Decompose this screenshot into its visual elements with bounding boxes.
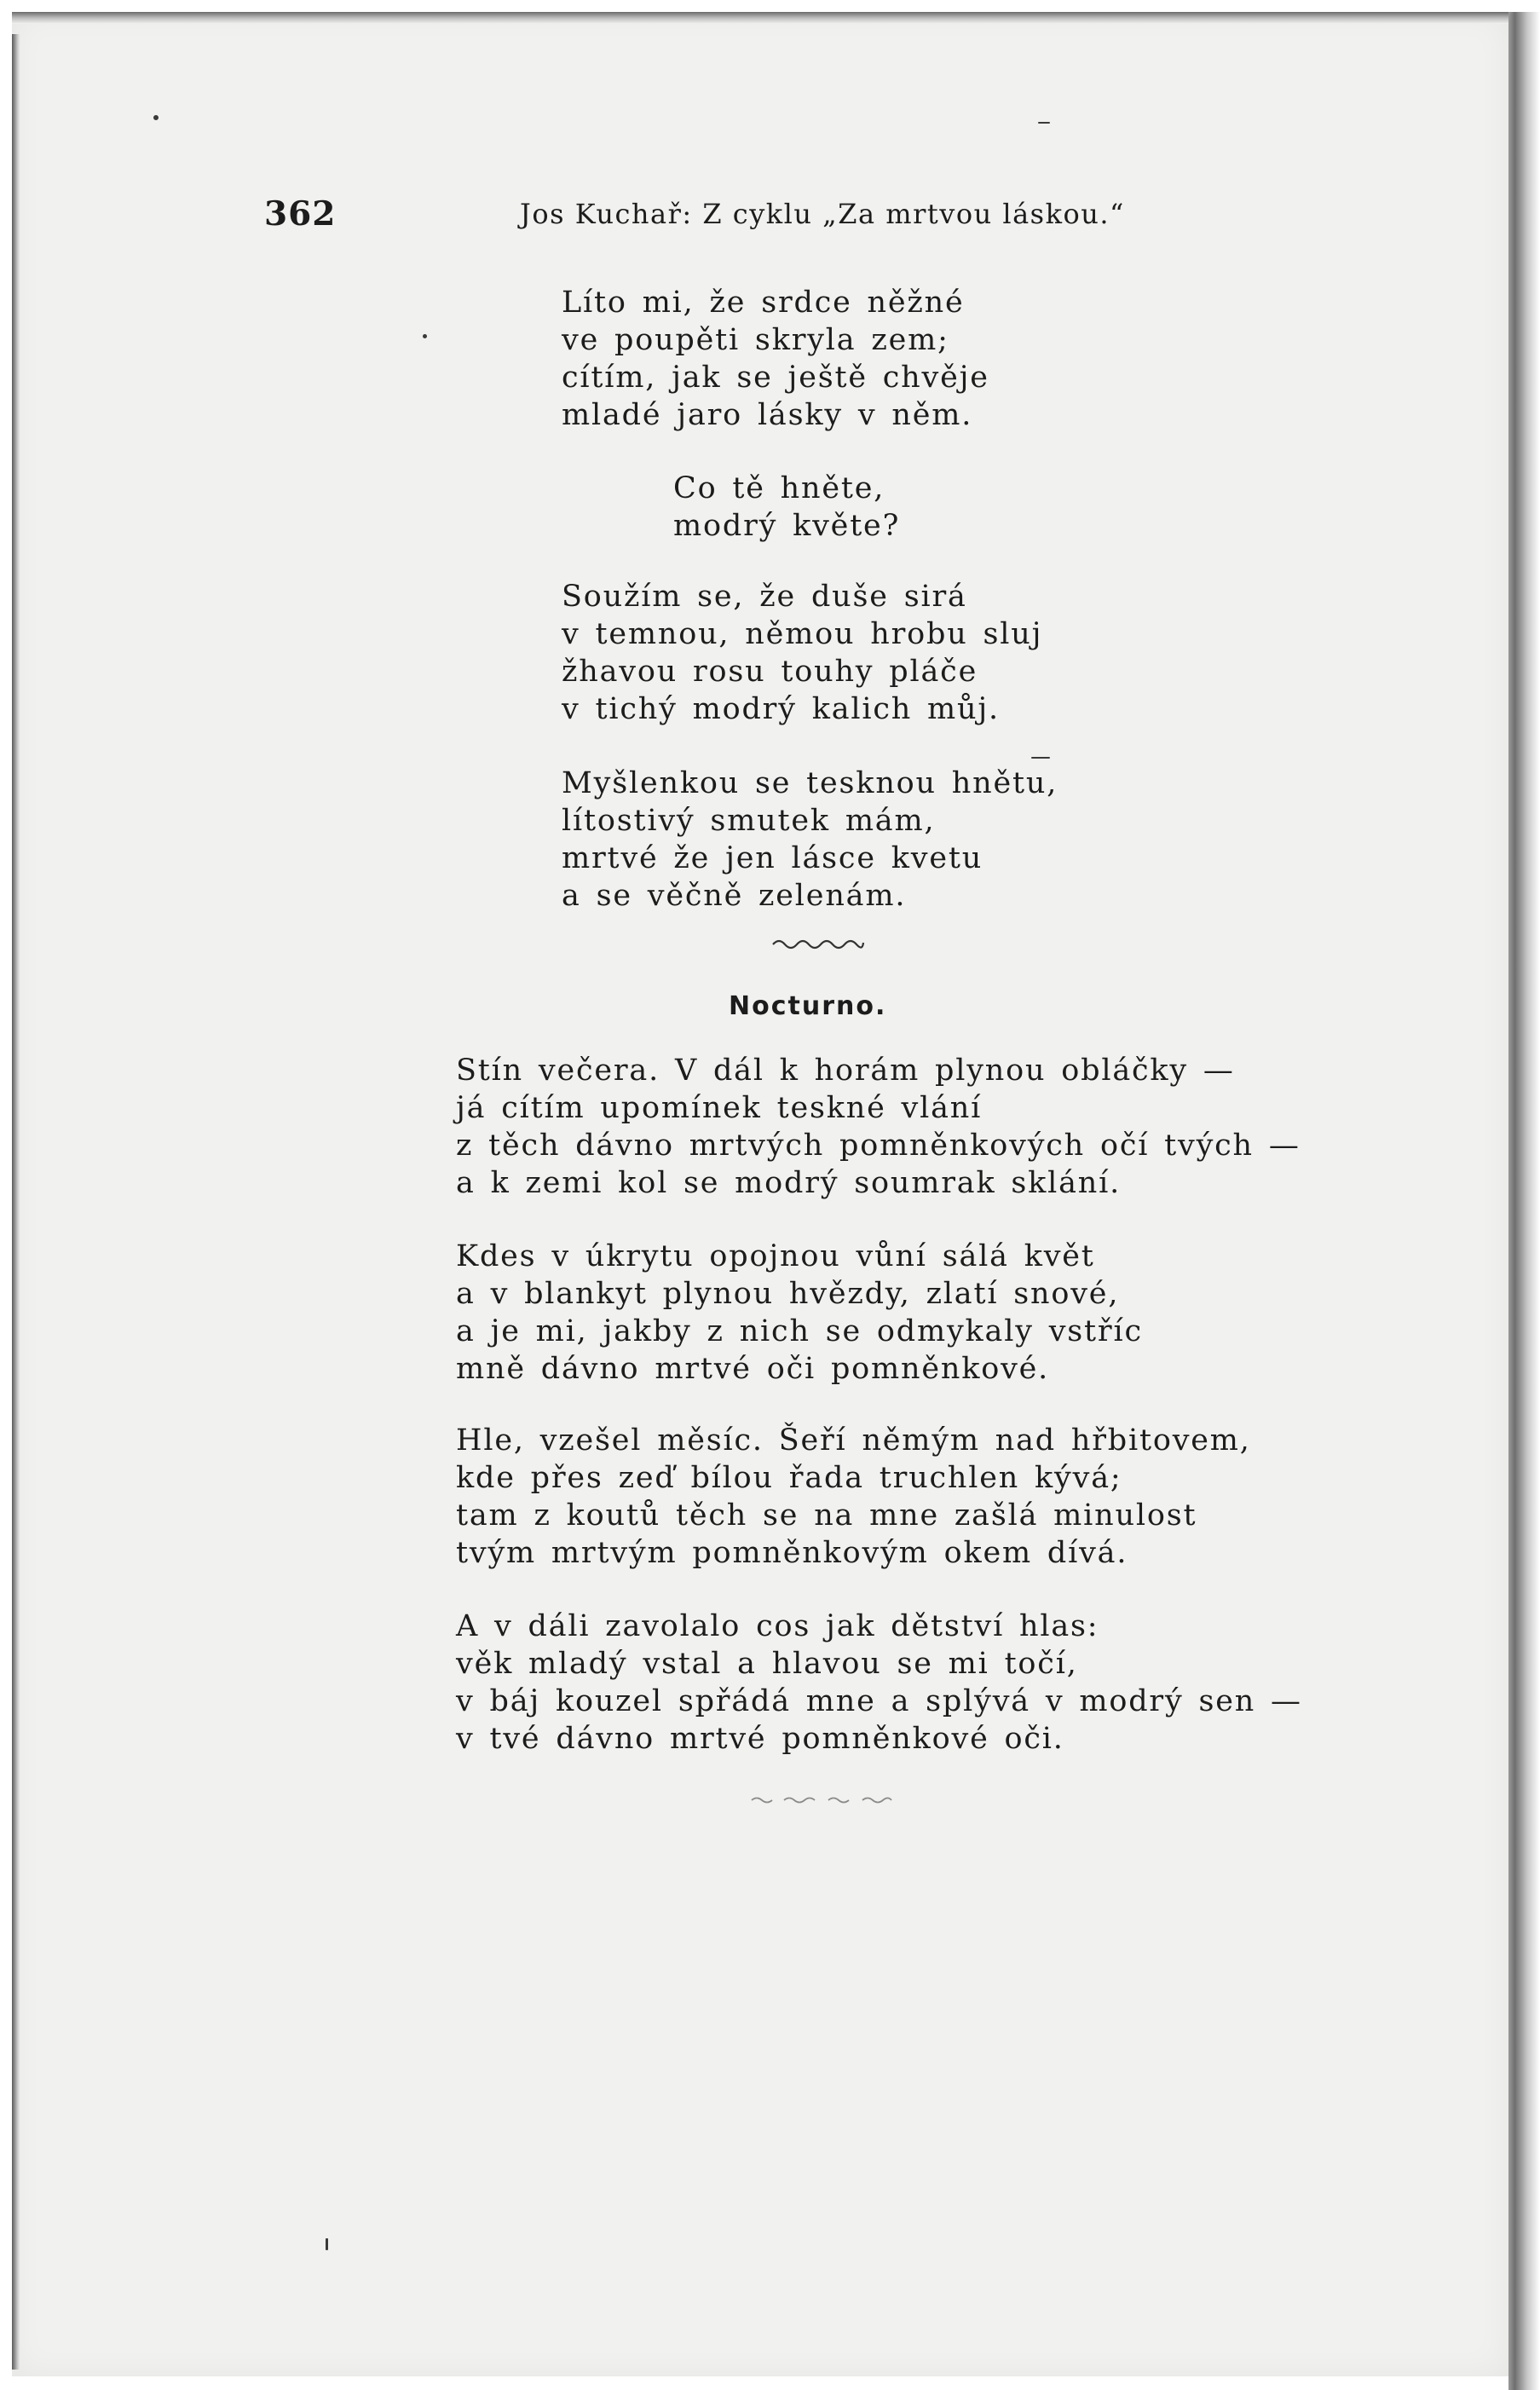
verse-line: v tvé dávno mrtvé pomněnkové oči. (456, 1722, 1064, 1756)
verse-line: tvým mrtvým pomněnkovým okem dívá. (456, 1536, 1128, 1570)
wavy-line-ornament-icon (771, 934, 865, 951)
verse-line: A v dáli zavolalo cos jak dětství hlas: (456, 1609, 1099, 1643)
dust-speck (423, 334, 427, 338)
verse-line: věk mladý vstal a hlavou se mi točí, (456, 1647, 1078, 1681)
verse-line: Soužím se, že duše sirá (562, 580, 967, 614)
page-left-edge (12, 34, 20, 2370)
running-head (264, 194, 1142, 245)
dust-speck (1031, 757, 1050, 759)
page-top-edge (12, 12, 1508, 24)
verse-line: cítím, jak se ještě chvěje (562, 361, 989, 395)
nocturno-stanza-2 (456, 1238, 1143, 1388)
verse-line: Co tě hněte, (673, 471, 885, 505)
verse-line: Myšlenkou se tesknou hnětu, (562, 766, 1058, 800)
verse-line: Kdes v úkrytu opojnou vůní sálá květ (456, 1239, 1095, 1273)
verse-line: kde přes zeď bílou řada truchlen kývá; (456, 1461, 1122, 1495)
verse-line: a je mi, jakby z nich se odmykaly vstříc (456, 1314, 1143, 1348)
nocturno-stanza-3 (456, 1422, 1251, 1572)
verse-line: žhavou rosu touhy pláče (562, 655, 978, 689)
verse-line: ve poupěti skryla zem; (562, 323, 949, 357)
verse-line: modrý květe? (673, 509, 901, 543)
poem1-refrain (673, 470, 900, 545)
verse-line: mladé jaro lásky v něm. (562, 398, 973, 432)
verse-line: Hle, vzešel měsíc. Šeří němým nad hřbitovem, (456, 1423, 1251, 1458)
poem1-stanza-1 (562, 284, 989, 434)
verse-line: a v blankyt plynou hvězdy, zlatí snové, (456, 1277, 1120, 1311)
verse-line: lítostivý smutek mám, (562, 804, 936, 838)
verse-line: a k zemi kol se modrý soumrak sklání. (456, 1166, 1122, 1200)
section-title: Nocturno. (729, 991, 887, 1021)
verse-line: v temnou, němou hrobu sluj (562, 617, 1043, 651)
dust-speck (1038, 122, 1050, 124)
dust-speck (326, 2238, 328, 2250)
verse-line: mrtvé že jen lásce kvetu (562, 841, 983, 875)
page-number: 362 (264, 194, 337, 234)
poem1-stanza-3 (562, 578, 1042, 728)
verse-line: Stín večera. V dál k horám plynou obláčky — (456, 1054, 1235, 1088)
nocturno-stanza-1 (456, 1052, 1301, 1202)
verse-line: a se věčně zelenám. (562, 879, 907, 913)
nocturno-stanza-4 (456, 1608, 1302, 1758)
faint-wavy-line-ornament-icon (750, 1793, 895, 1807)
page-right-edge (1508, 12, 1540, 2390)
verse-line: Líto mi, že srdce něžné (562, 286, 965, 320)
verse-line: v báj kouzel spřádá mne a splývá v modrý sen — (456, 1684, 1302, 1718)
verse-line: z těch dávno mrtvých pomněnkových očí tvých — (456, 1129, 1301, 1163)
verse-line: mně dávno mrtvé oči pomněnkové. (456, 1352, 1050, 1386)
verse-line: já cítím upomínek teskné vlání (456, 1091, 983, 1125)
dust-speck (153, 115, 159, 120)
poem1-stanza-4 (562, 765, 1058, 915)
verse-line: tam z koutů těch se na mne zašlá minulost (456, 1498, 1197, 1533)
verse-line: v tichý modrý kalich můj. (562, 692, 1000, 726)
running-title: Jos Kuchař: Z cyklu „Za mrtvou láskou.“ (520, 198, 1125, 230)
